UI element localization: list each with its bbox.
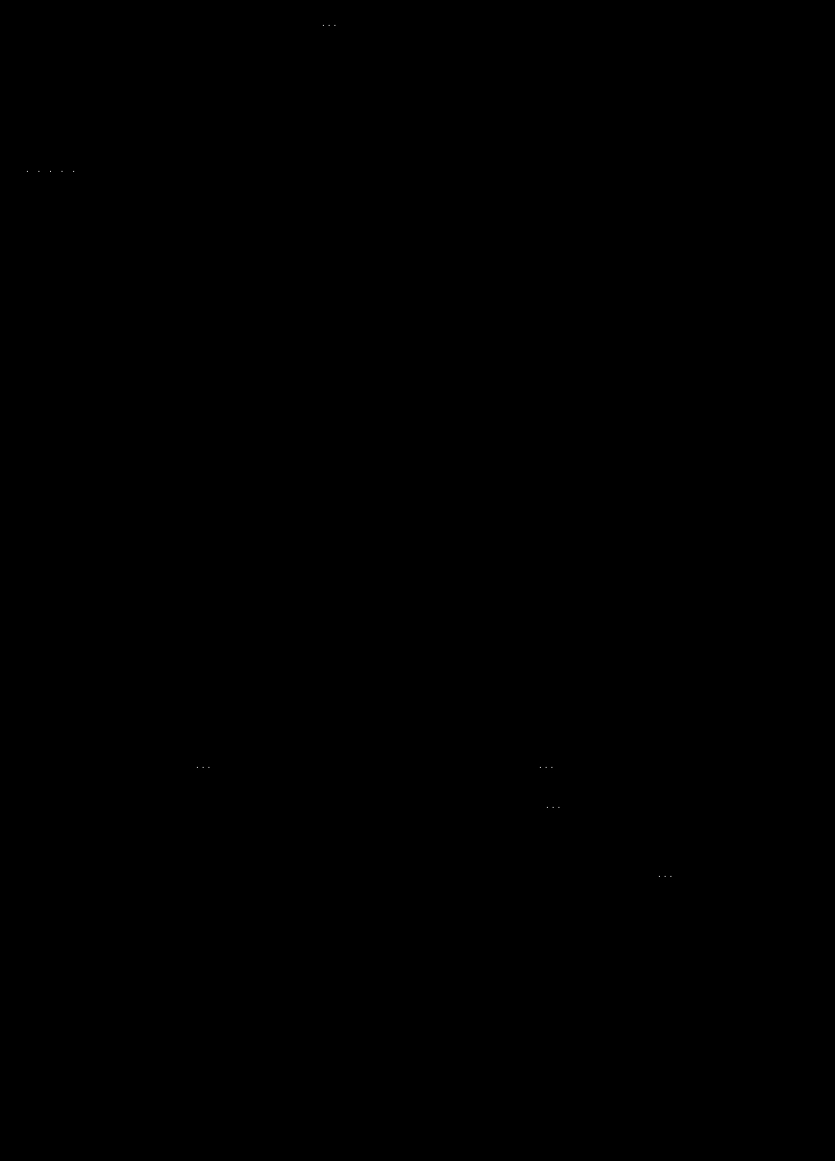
dot-mark-mid-right: ... [539,760,557,771]
dot-mark-lower-right: ... [658,869,676,880]
dot-mark-upper-left: . . . . . [26,164,79,175]
dot-mark-top-center: ... [322,18,340,29]
dot-mark-mid-left: ... [196,760,214,771]
dot-mark-mid-right-lower: ... [546,800,564,811]
